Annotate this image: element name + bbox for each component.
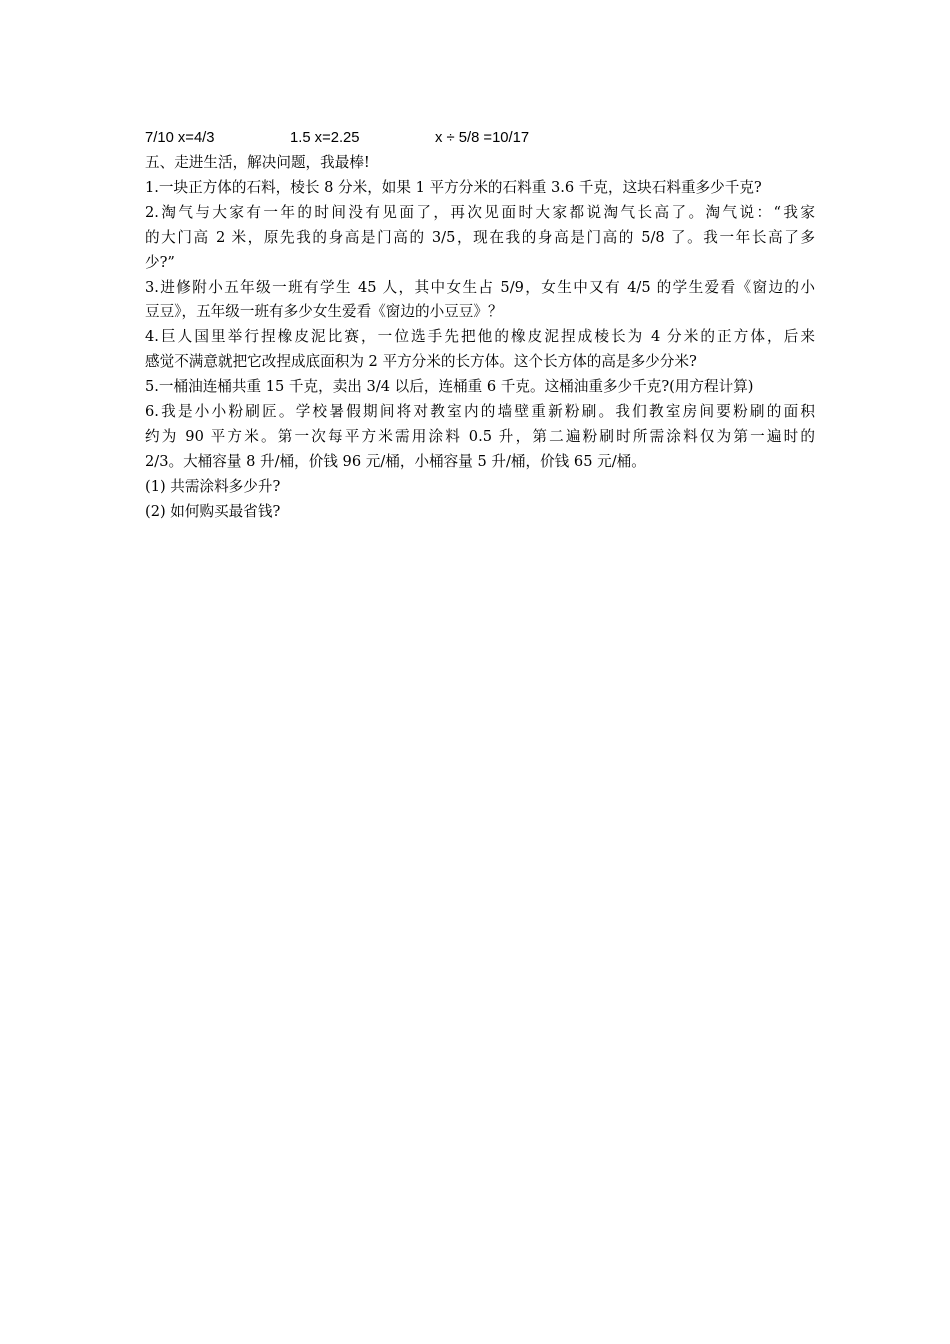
equation-1: 7/10 x=4/3: [145, 130, 215, 146]
problem-6-subquestion-1: (1) 共需涂料多少升?: [145, 477, 281, 495]
equation-2: 1.5 x=2.25: [290, 130, 360, 146]
problem-5-line: 5.一桶油连桶共重 15 千克，卖出 3/4 以后，连桶重 6 千克。这桶油重多少千克?(用方程计算): [145, 378, 754, 396]
section-title: 五、走进生活，解决问题，我最棒!: [145, 154, 370, 171]
problem-6-line-2: 约为 90 平方米。第一次每平方米需用涂料 0.5 升，第二遍粉刷时所需涂料仅为第一遍时的: [145, 427, 815, 445]
problem-6-line-3: 2/3。大桶容量 8 升/桶，价钱 96 元/桶，小桶容量 5 升/桶，价钱 65 元/桶。: [145, 452, 646, 470]
problem-2-line-3: 少?”: [145, 253, 175, 271]
equation-row: [145, 126, 815, 151]
document-content: [145, 126, 815, 525]
problem-2-line-2: 的大门高 2 米，原先我的身高是门高的 3/5，现在我的身高是门高的 5/8 了。我一年长高了多: [145, 228, 815, 246]
problem-2-line-1: 2.淘气与大家有一年的时间没有见面了，再次见面时大家都说淘气长高了。淘气说：“我家: [145, 203, 815, 221]
problem-6-line-1: 6.我是小小粉刷匠。学校暑假期间将对教室内的墙壁重新粉刷。我们教室房间要粉刷的面积: [145, 403, 815, 421]
problem-4-line-1: 4.巨人国里举行捏橡皮泥比赛，一位选手先把他的橡皮泥捏成棱长为 4 分米的正方体，后来: [145, 328, 815, 346]
problem-4-line-2: 感觉不满意就把它改捏成底面积为 2 平方分米的长方体。这个长方体的高是多少分米?: [145, 353, 697, 371]
problem-3-line-1: 3.进修附小五年级一班有学生 45 人，其中女生占 5/9，女生中又有 4/5 的学生爱看《窗边的小: [145, 278, 815, 296]
problem-1-line: 1.一块正方体的石料，棱长 8 分米，如果 1 平方分米的石料重 3.6 千克，这块石料重多少千克?: [145, 178, 762, 196]
problem-6-subquestion-2: (2) 如何购买最省钱?: [145, 502, 281, 520]
problem-3-line-2: 豆豆》，五年级一班有多少女生爱看《窗边的小豆豆》？: [145, 303, 503, 321]
equation-3: x ÷ 5/8 =10/17: [435, 130, 530, 146]
